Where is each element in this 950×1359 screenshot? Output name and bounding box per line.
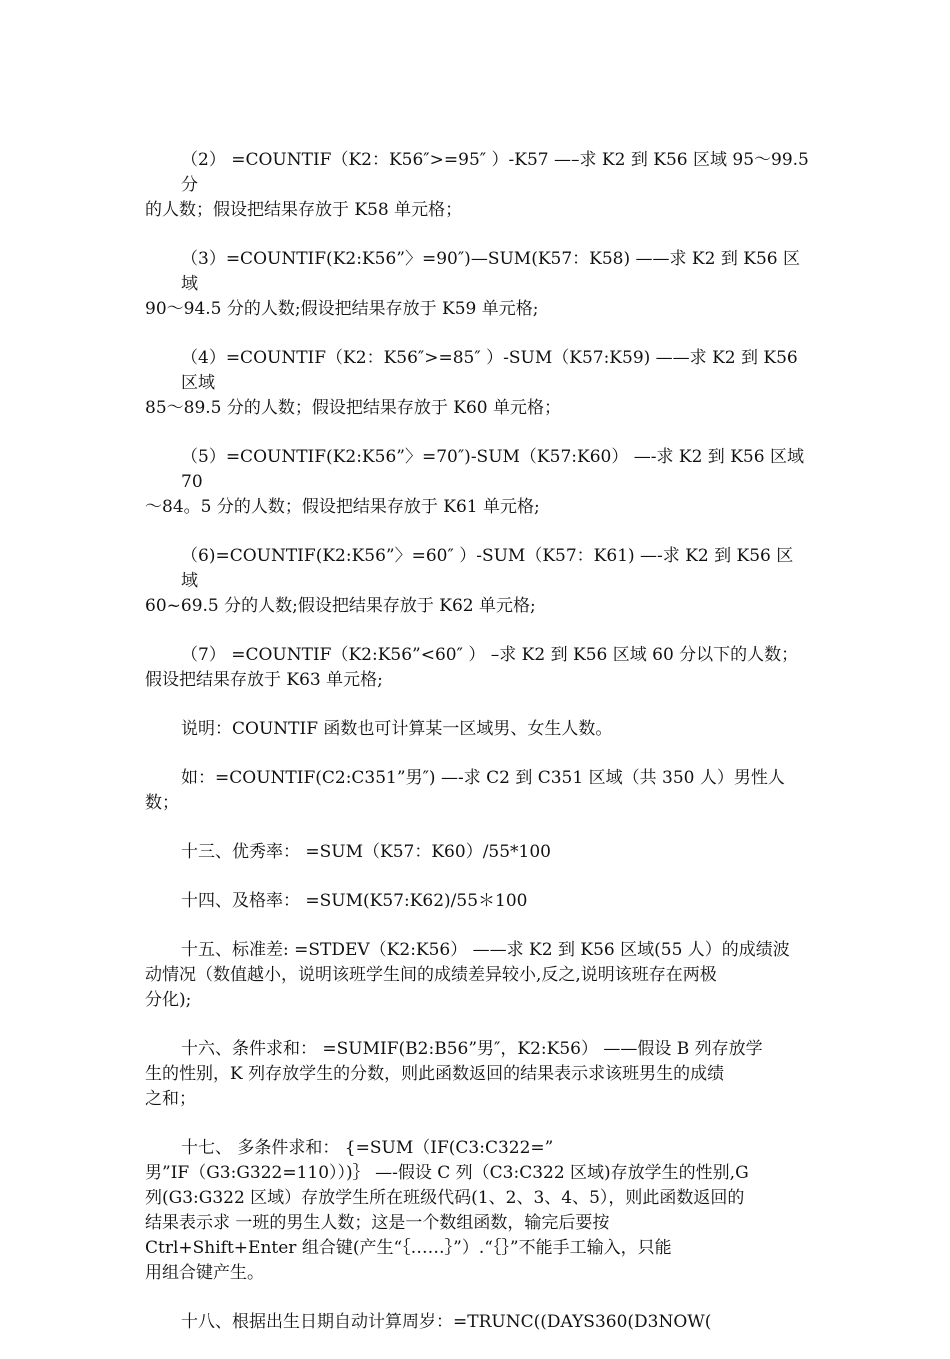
paragraph-excellence-rate bbox=[145, 840, 810, 865]
text-line: 十六、条件求和： =SUMIF(B2:B56”男″，K2:K56） ——假设 B 列存放学 bbox=[181, 1039, 763, 1059]
paragraph-countif-70 bbox=[145, 445, 810, 520]
text-line: 说明：COUNTIF 函数也可计算某一区域男、女生人数。 bbox=[181, 719, 613, 739]
text-line: 之和； bbox=[145, 1089, 196, 1109]
paragraph-example bbox=[145, 766, 810, 816]
paragraph-countif-90 bbox=[145, 247, 810, 322]
text-line: （7） =COUNTIF（K2:K56”<60″ ） –求 K2 到 K56 区域 60 分以下的人数； bbox=[181, 645, 799, 665]
text-line: 90～94.5 分的人数;假设把结果存放于 K59 单元格; bbox=[145, 299, 539, 319]
text-line: （3）=COUNTIF(K2:K56”〉=90″)—SUM(K57：K58) ——求 K2 到 K56 区域 bbox=[181, 249, 800, 294]
text-line: 假设把结果存放于 K63 单元格; bbox=[145, 670, 383, 690]
text-line: 十七、 多条件求和： {=SUM（IF(C3:C322=” bbox=[181, 1138, 554, 1158]
text-line: 十三、优秀率： =SUM（K57：K60）/55*100 bbox=[181, 842, 551, 862]
paragraph-standard-deviation bbox=[145, 938, 810, 1013]
text-line: 生的性别，K 列存放学生的分数，则此函数返回的结果表示求该班男生的成绩 bbox=[145, 1064, 725, 1084]
text-line: （2） =COUNTIF（K2：K56″>=95″ ）-K57 —–求 K2 到 K56 区域 95～99.5 分 bbox=[181, 150, 809, 195]
paragraph-countif-85 bbox=[145, 346, 810, 421]
text-line: 十八、根据出生日期自动计算周岁：=TRUNC((DAYS360(D3NOW( bbox=[181, 1312, 712, 1332]
text-line: 85～89.5 分的人数；假设把结果存放于 K60 单元格； bbox=[145, 398, 562, 418]
paragraph-pass-rate bbox=[145, 889, 810, 914]
text-line: （6)=COUNTIF(K2:K56”〉=60″ ）-SUM（K57：K61) —-求 K2 到 K56 区域 bbox=[181, 546, 794, 591]
text-line: 十四、及格率： =SUM(K57:K62)/55＊100 bbox=[181, 891, 528, 911]
document-page bbox=[145, 148, 810, 1359]
text-line: 动情况（数值越小，说明该班学生间的成绩差异较小,反之,说明该班存在两极 bbox=[145, 965, 717, 985]
paragraph-note bbox=[145, 717, 810, 742]
text-line: 用组合键产生。 bbox=[145, 1263, 264, 1283]
text-line: Ctrl+Shift+Enter 组合键(产生“｛……｝”）.“｛｝”不能手工输入，只能 bbox=[145, 1238, 672, 1258]
paragraph-countif-below-60 bbox=[145, 643, 810, 693]
text-line: 的人数；假设把结果存放于 K58 单元格； bbox=[145, 200, 463, 220]
text-line: 60~69.5 分的人数;假设把结果存放于 K62 单元格; bbox=[145, 596, 536, 616]
text-line: ～84。5 分的人数；假设把结果存放于 K61 单元格; bbox=[145, 497, 540, 517]
text-line: 分化); bbox=[145, 990, 192, 1010]
text-line: （5）=COUNTIF(K2:K56”〉=70″)-SUM（K57:K60） —-求 K2 到 K56 区域 70 bbox=[181, 447, 804, 492]
paragraph-multi-condition-sum bbox=[145, 1136, 810, 1286]
text-line: 男”IF（G3:G322=110））)｝ —-假设 C 列（C3:C322 区域)存放学生的性别,G bbox=[145, 1163, 749, 1183]
paragraph-conditional-sum bbox=[145, 1037, 810, 1112]
text-line: （4）=COUNTIF（K2：K56″>=85″ ）-SUM（K57:K59) ——求 K2 到 K56 区域 bbox=[181, 348, 798, 393]
paragraph-age-calculation bbox=[145, 1310, 810, 1335]
text-line: 数； bbox=[145, 793, 179, 813]
paragraph-countif-60 bbox=[145, 544, 810, 619]
text-line: 十五、标准差: =STDEV（K2:K56） ——求 K2 到 K56 区域(55 人）的成绩波 bbox=[181, 940, 790, 960]
text-line: 结果表示求 一班的男生人数；这是一个数组函数，输完后要按 bbox=[145, 1213, 610, 1233]
paragraph-countif-95 bbox=[145, 148, 810, 223]
text-line: 如：=COUNTIF(C2:C351”男″) —-求 C2 到 C351 区域（共 350 人）男性人 bbox=[181, 768, 785, 788]
text-line: 列(G3:G322 区域）存放学生所在班级代码(1、2、3、4、5），则此函数返回的 bbox=[145, 1188, 745, 1208]
